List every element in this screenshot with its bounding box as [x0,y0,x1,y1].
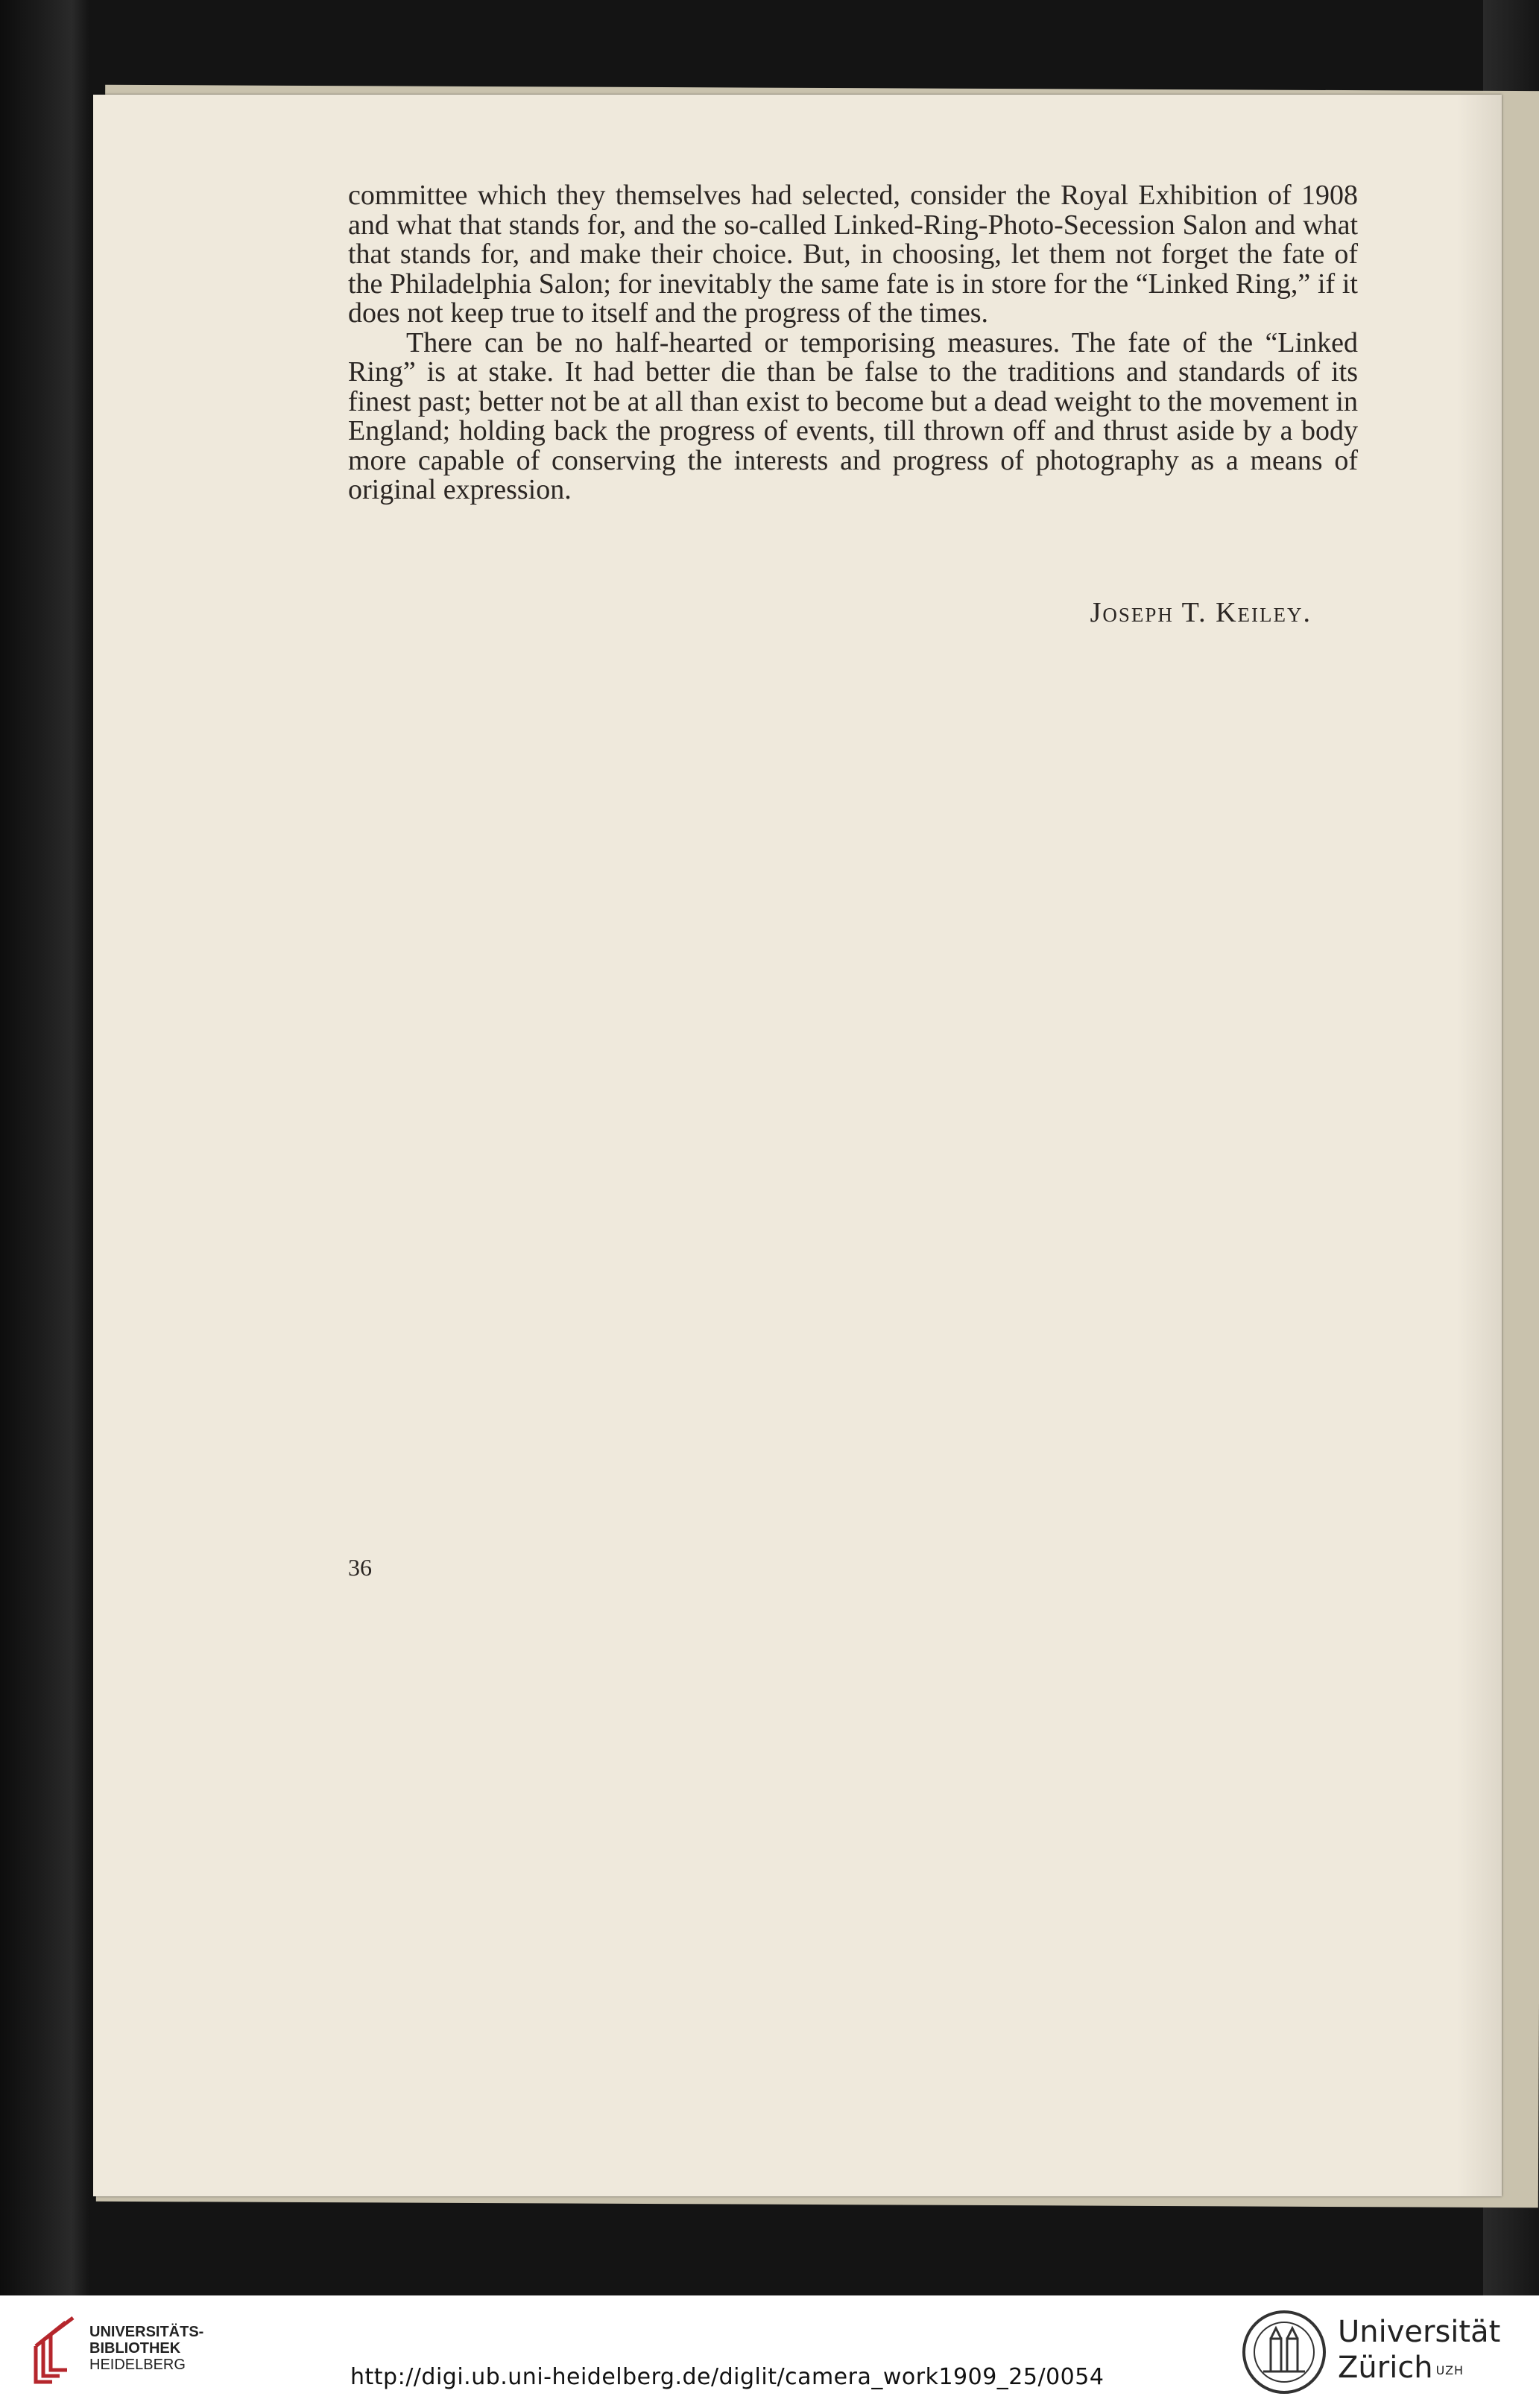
body-text [348,181,1358,505]
paragraph-1: committee which they themselves had selected, consider the Royal Exhibition of 1908 and what that stands for, and the so-called Linked-Ring-Photo-Secession Salon and what that stands for, and make their choice. But, in choosing, let them not forget the fate of the Philadelphia Salon; for inevitably the same fate is in store for the “Linked Ring,” if it does not keep true to itself and the progress of the times. [348,180,1358,329]
ub-heidelberg-logo-icon [30,2316,82,2387]
library-name-line3: HEIDELBERG [89,2357,186,2373]
book-binding-left [0,0,89,2295]
university-name [1338,2314,1500,2386]
page-number: 36 [348,1554,372,1581]
uzh-seal-icon [1241,2309,1327,2395]
university-abbr: UZH [1435,2363,1464,2377]
library-name-line2: BIBLIOTHEK [89,2340,181,2357]
paragraph-2: There can be no half-hearted or temporising measures. The fate of the “Linked Ring” is at stake. It had better die than be false to the traditions and standards of its finest past; better not be at all than exist to become but a dead weight to the movement in England; holding back the progress of events, till thrown off and thrust aside by a body more capable of conserving the interests and progress of photography as a means of original expression. [348,326,1358,505]
university-name-line1: Universität [1338,2315,1501,2349]
permalink-url[interactable]: http://digi.ub.uni-heidelberg.de/diglit/camera_work1909_25/0054 [350,2364,1105,2390]
library-name-line1: UNIVERSITÄTS- [89,2324,204,2340]
library-name [89,2324,203,2373]
university-name-line2: Zürich [1338,2351,1433,2385]
viewer-footer [0,2295,1539,2408]
author-signature: Joseph T. Keiley. [1090,597,1312,628]
